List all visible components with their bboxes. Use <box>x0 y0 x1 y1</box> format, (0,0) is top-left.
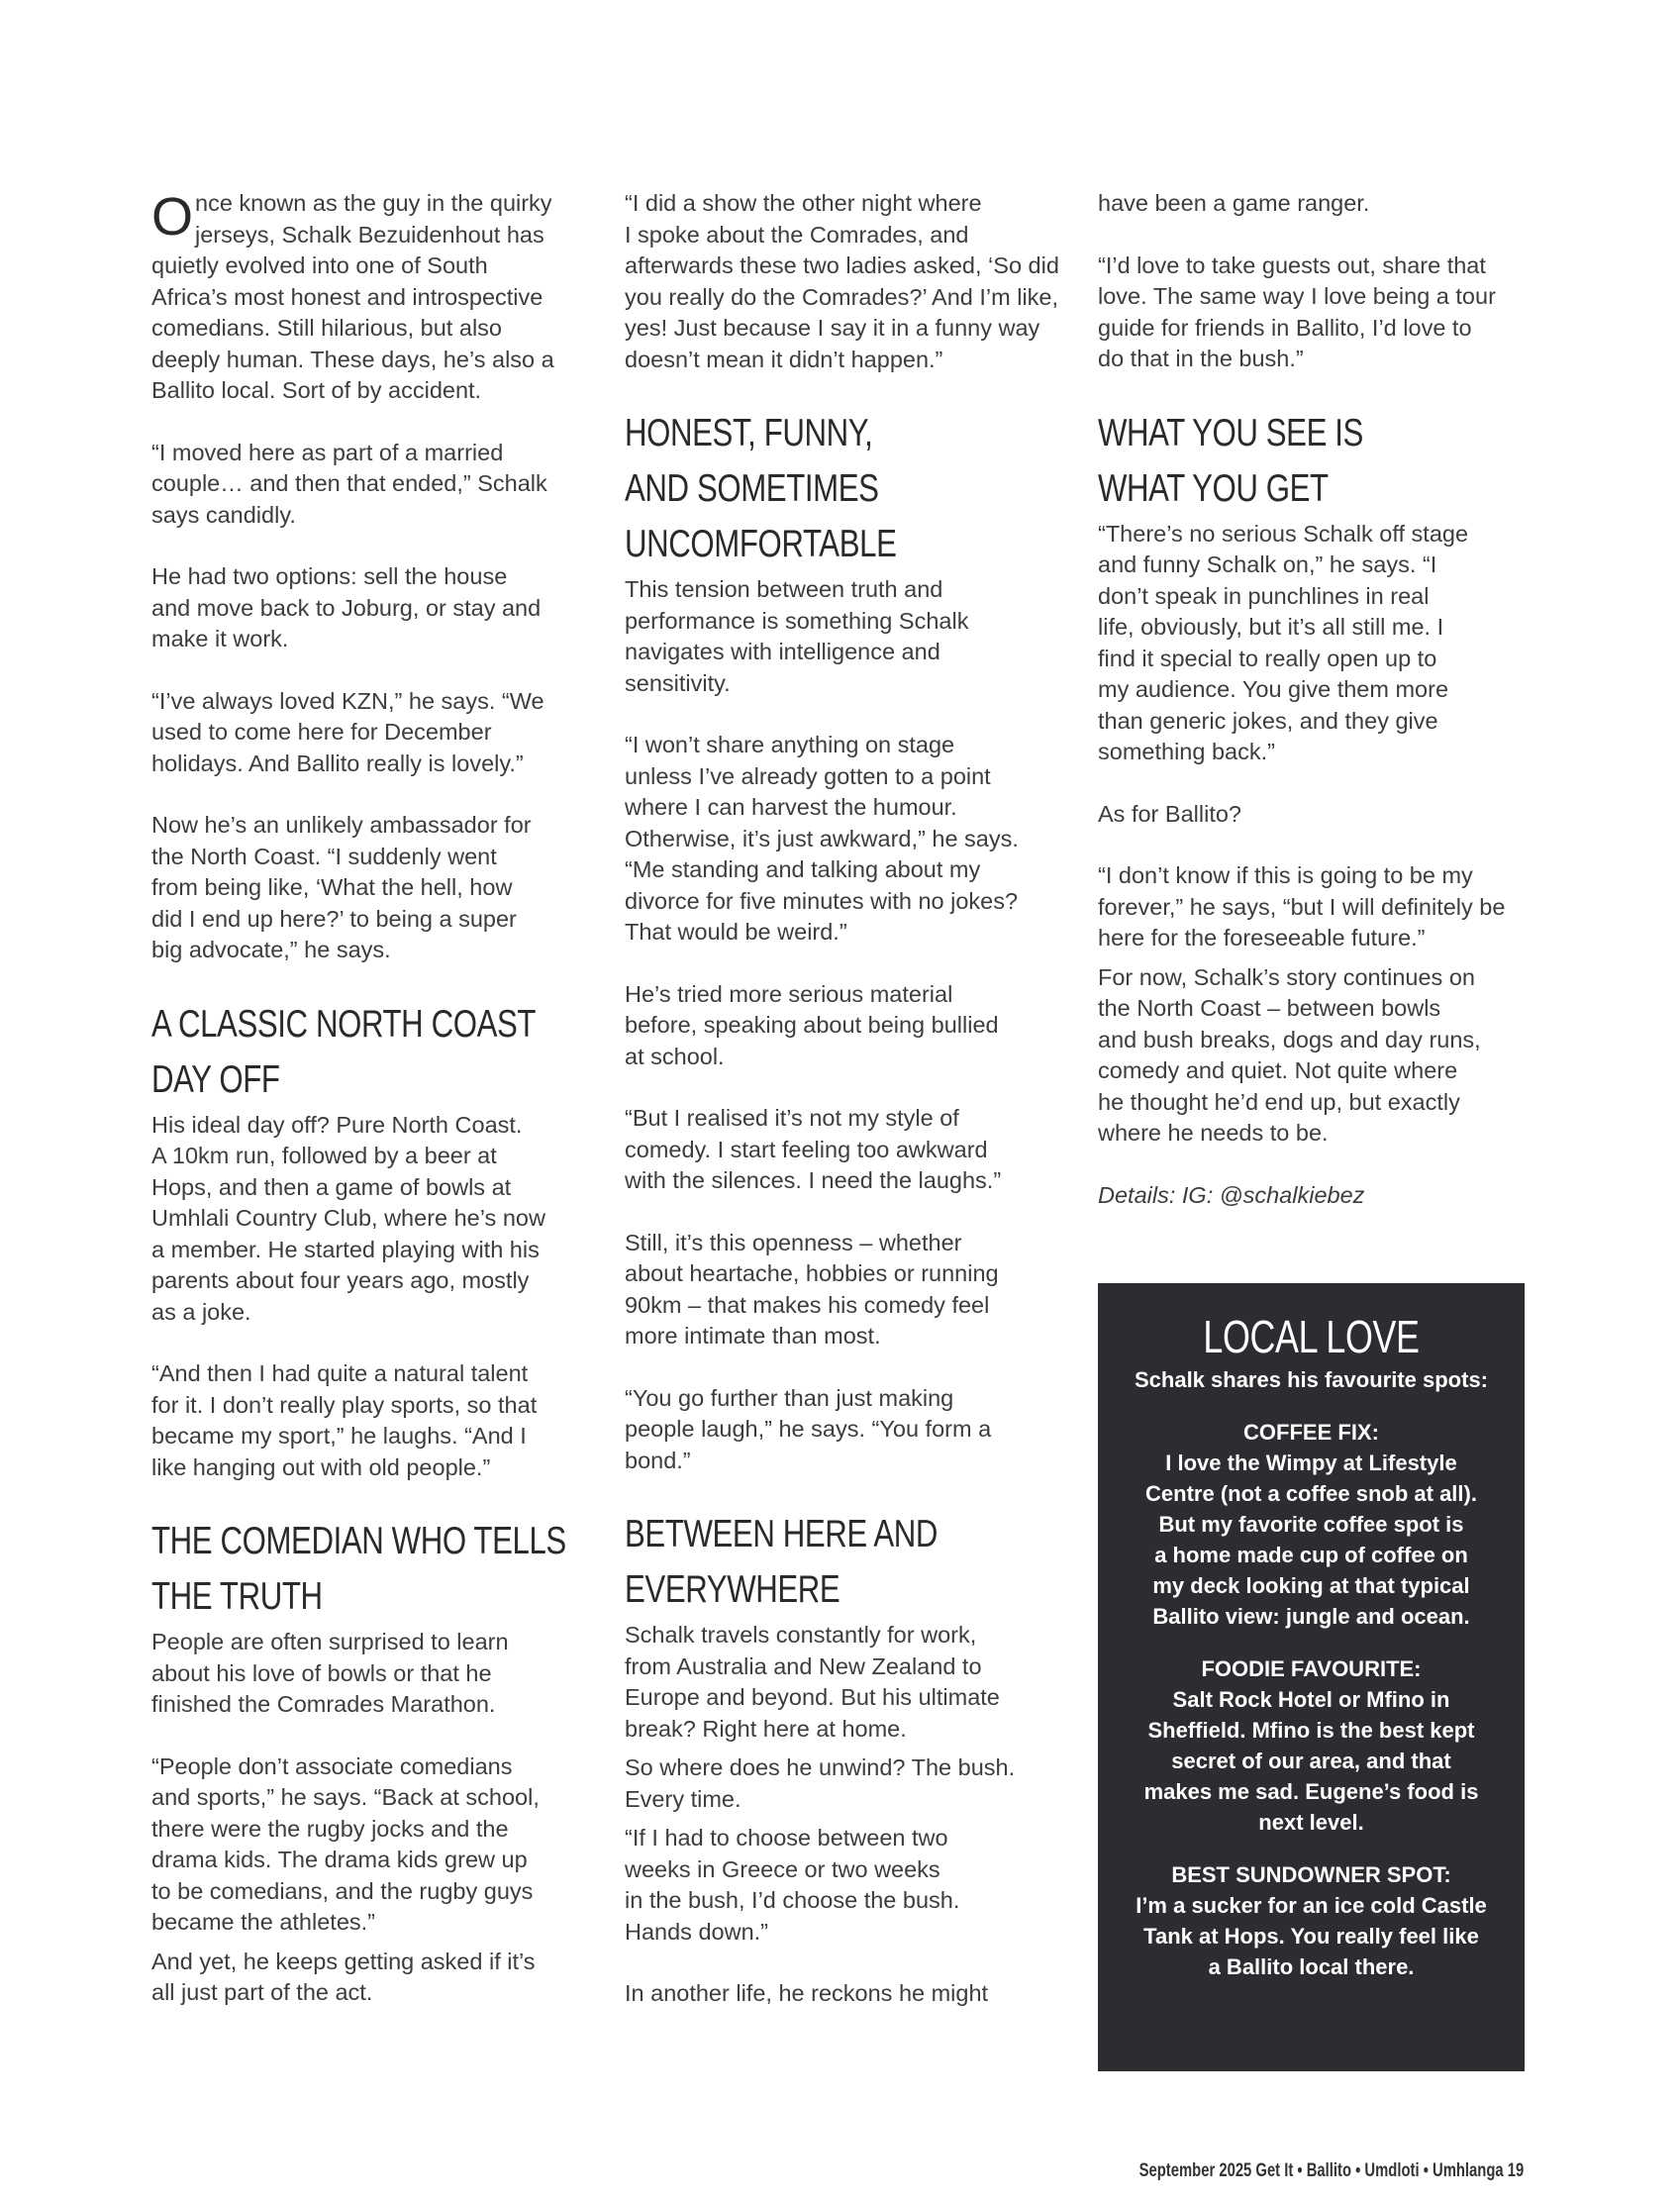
section-heading: THE COMEDIAN WHO TELLS THE TRUTH <box>151 1520 566 1618</box>
coffee-text: I love the Wimpy at Lifestyle Centre (not a coffee snob at all). But my favorite coffee spot is a home made cup of coffee on my deck looking at that typical Ballito view: jungle and ocean. <box>1145 1451 1477 1629</box>
paragraph: As for Ballito? <box>1098 800 1241 827</box>
section-heading: BETWEEN HERE AND EVERYWHERE <box>625 1513 939 1611</box>
paragraph: He’s tried more serious material before, speaking about being bullied at school. <box>625 980 999 1069</box>
intro-text: nce known as the guy in the quirky jerseys, Schalk Bezuidenhout has quietly evolved into one of South Africa’s most honest and introspective comedians. Still hilarious, but also deeply human. These days, he’s also a Ballito local. Sort of by accident. <box>151 190 554 403</box>
sundowner-text: I’m a sucker for an ice cold Castle Tank at Hops. You really feel like a Ballito local there. <box>1136 1893 1487 1979</box>
local-love-subtitle: Schalk shares his favourite spots: <box>1134 1367 1489 1392</box>
local-love-sidebar <box>1098 1283 1525 2071</box>
paragraph: “You go further than just making people laugh,” he says. “You form a bond.” <box>625 1384 992 1473</box>
article-column-3 <box>1098 188 1538 1242</box>
paragraph: People are often surprised to learn about his love of bowls or that he finished the Comrades Marathon. <box>151 1629 509 1717</box>
details-line: Details: IG: @schalkiebez <box>1098 1181 1365 1208</box>
article-column-2 <box>625 188 1065 2041</box>
paragraph: He had two options: sell the house and move back to Joburg, or stay and make it work. <box>151 563 542 651</box>
paragraph: “I did a show the other night where I spoke about the Comrades, and afterwards these two ladies asked, ‘So did you really do the Comrades?’ And I’m like, yes! Just because I say it in a funny way doesn’t mean it didn’t happen.” <box>625 190 1059 372</box>
article-column-1 <box>151 188 592 2040</box>
paragraph: Still, it’s this openness – whether about heartache, hobbies or running 90km – that makes his comedy feel more intimate than most. <box>625 1229 999 1349</box>
section-heading: WHAT YOU SEE IS WHAT YOU GET <box>1098 411 1363 510</box>
page-footer: September 2025 Get It • Ballito • Umdloti • Umhlanga 19 <box>1138 2160 1524 2181</box>
paragraph: “I’ve always loved KZN,” he says. “We used to come here for December holidays. And Ballito really is lovely.” <box>151 687 544 776</box>
local-love-title: LOCAL LOVE <box>1203 1311 1420 1362</box>
paragraph: “And then I had quite a natural talent for it. I don’t really play sports, so that became my sport,” he laughs. “And I like hanging out with old people.” <box>151 1360 538 1480</box>
paragraph: For now, Schalk’s story continues on the North Coast – between bowls and bush breaks, dogs and day runs, comedy and quiet. Not quite where he thought he’d end up, but exactly where he needs to be. <box>1098 963 1481 1146</box>
coffee-heading: COFFEE FIX: <box>1243 1420 1379 1445</box>
paragraph: His ideal day off? Pure North Coast. A 10km run, followed by a beer at Hops, and then a game of bowls at Umhlali Country Club, where he’s now a member. He started playing with his parents about four years ago, mostly as a joke. <box>151 1111 545 1325</box>
paragraph: “I moved here as part of a married couple… and then that ended,” Schalk says candidly. <box>151 439 547 528</box>
paragraph: “There’s no serious Schalk off stage and funny Schalk on,” he says. “I don’t speak in punchlines in real life, obviously, but it’s all still me. I find it special to really open up to my audience. You give them more than generic jokes, and they give something back.” <box>1098 520 1469 764</box>
intro-paragraph <box>151 188 592 407</box>
paragraph: This tension between truth and performance is something Schalk navigates with intelligence and sensitivity. <box>625 576 969 696</box>
drop-cap: O <box>151 187 194 247</box>
paragraph: have been a game ranger. <box>1098 190 1370 216</box>
paragraph: “But I realised it’s not my style of comedy. I start feeling too awkward with the silences. I need the laughs.” <box>625 1105 1002 1193</box>
section-heading: A CLASSIC NORTH COAST DAY OFF <box>151 1002 537 1101</box>
paragraph: “I won’t share anything on stage unless I’ve already gotten to a point where I can harvest the humour. Otherwise, it’s just awkward,” he says. “Me standing and talking about my divorce for five minutes with no jokes? That would be weird.” <box>625 732 1019 945</box>
paragraph: And yet, he keeps getting asked if it’s all just part of the act. <box>151 1948 536 2005</box>
paragraph: Schalk travels constantly for work, from Australia and New Zealand to Europe and beyond. But his ultimate break? Right here at home. <box>625 1622 1000 1742</box>
paragraph: “If I had to choose between two weeks in Greece or two weeks in the bush, I’d choose the bush. Hands down.” <box>625 1825 960 1945</box>
section-heading: HONEST, FUNNY, AND SOMETIMES UNCOMFORTABLE <box>625 412 897 565</box>
sundowner-heading: BEST SUNDOWNER SPOT: <box>1171 1862 1451 1887</box>
paragraph: “I don’t know if this is going to be my forever,” he says, “but I will definitely be here for the foreseeable future.” <box>1098 862 1506 951</box>
paragraph: “I’d love to take guests out, share that love. The same way I love being a tour guide for friends in Ballito, I’d love to do that in the bush.” <box>1098 251 1496 371</box>
foodie-text: Salt Rock Hotel or Mfino in Sheffield. Mfino is the best kept secret of our area, and that makes me sad. Eugene’s food is next level. <box>1143 1687 1479 1835</box>
paragraph: So where does he unwind? The bush. Every time. <box>625 1754 1016 1812</box>
paragraph: Now he’s an unlikely ambassador for the North Coast. “I suddenly went from being like, ‘What the hell, how did I end up here?’ to being a super big advocate,” he says. <box>151 812 532 962</box>
paragraph: In another life, he reckons he might <box>625 1980 989 2006</box>
foodie-heading: FOODIE FAVOURITE: <box>1201 1656 1422 1681</box>
paragraph: “People don’t associate comedians and sports,” he says. “Back at school, there were the rugby jocks and the drama kids. The drama kids grew up to be comedians, and the rugby guys became the athletes.” <box>151 1752 540 1935</box>
